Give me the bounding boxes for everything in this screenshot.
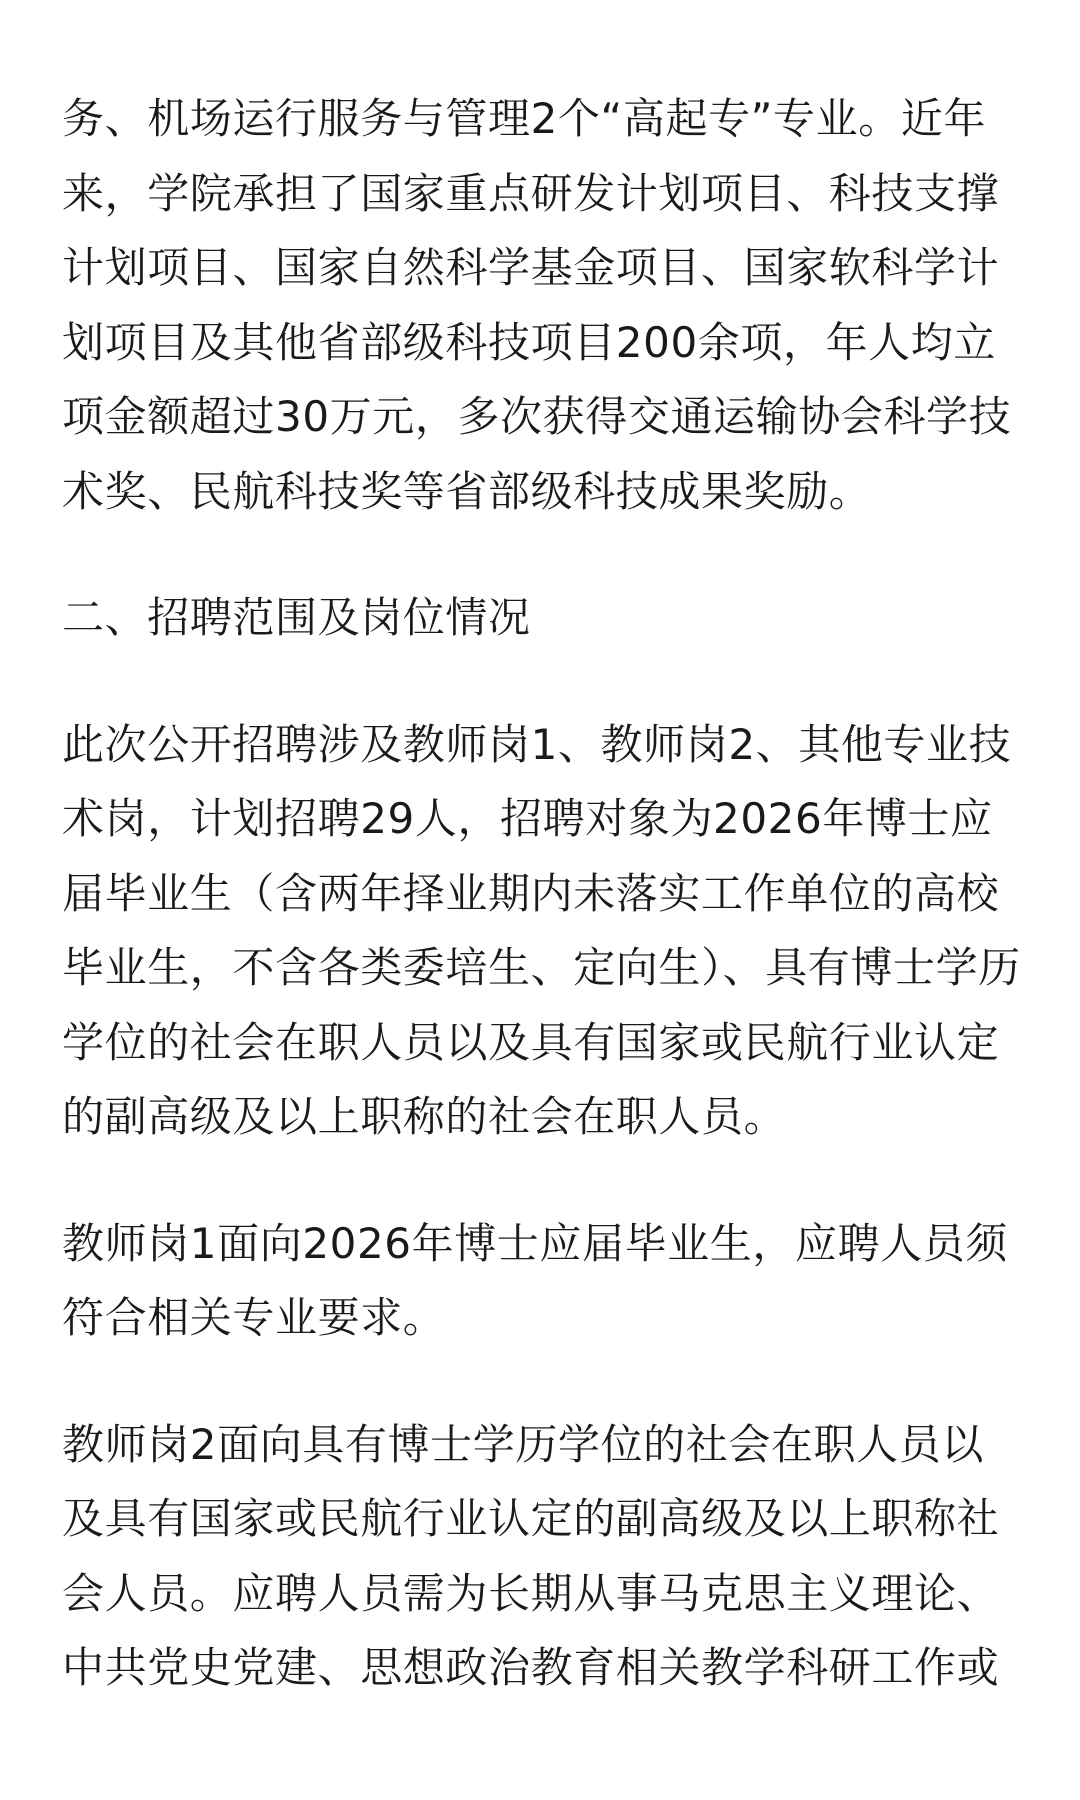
article-paragraph-teacher-post-2: 教师岗2面向具有博士学历学位的社会在职人员以及具有国家或民航行业认定的副高级及以上职称社会人员。应聘人员需为长期从事马克思主义理论、中共党史党建、思想政治教育相关教学科研工作或 [62, 1419, 1000, 1692]
article-paragraph-teacher-post-1: 教师岗1面向2026年博士应届毕业生，应聘人员须符合相关专业要求。 [62, 1218, 1009, 1342]
section-heading: 二、招聘范围及岗位情况 [62, 593, 531, 642]
article-paragraph-intro: 务、机场运行服务与管理2个“高起专”专业。近年来，学院承担了国家重点研发计划项目、科技支撑计划项目、国家自然科学基金项目、国家软科学计划项目及其他省部级科技项目200余项，年人均立项金额超过30万元，多次获得交通运输协会科学技术奖、民航科技奖等省部级科技成果奖励。 [62, 94, 1012, 516]
article-body [62, 82, 1024, 1758]
article-paragraph-recruitment-scope: 此次公开招聘涉及教师岗1、教师岗2、其他专业技术岗，计划招聘29人，招聘对象为2026年博士应届毕业生（含两年择业期内未落实工作单位的高校毕业生，不含各类委培生、定向生）、具有博士学历学位的社会在职人员以及具有国家或民航行业认定的副高级及以上职称的社会在职人员。 [62, 719, 1021, 1141]
